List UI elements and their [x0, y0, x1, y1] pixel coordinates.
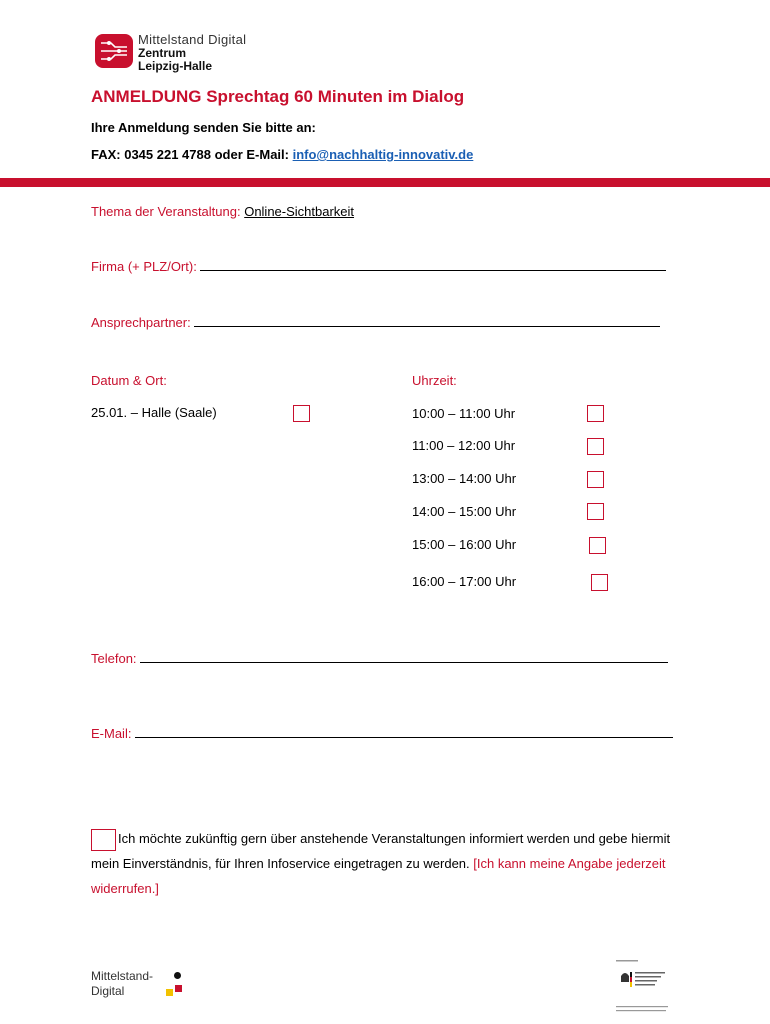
footer-logo-line2: Digital	[91, 984, 125, 998]
time-slot-label: 13:00 – 14:00 Uhr	[412, 471, 517, 486]
logo-text-line3: Leipzig-Halle	[138, 59, 213, 73]
email-label: E-Mail:	[91, 726, 136, 741]
footer-logo-dot-black	[174, 972, 181, 979]
email-row	[91, 725, 673, 741]
logo-text-line2: Zentrum	[138, 46, 186, 60]
email-link[interactable]: info@nachhaltig-innovativ.de	[292, 147, 474, 162]
telefon-row	[91, 650, 668, 666]
time-slot-checkbox[interactable]	[587, 438, 604, 455]
uhrzeit-label: Uhrzeit:	[412, 373, 457, 388]
firma-row	[91, 258, 666, 274]
subtitle: Ihre Anmeldung senden Sie bitte an:	[91, 120, 316, 135]
time-slot-checkbox[interactable]	[591, 574, 608, 591]
time-slot-label: 10:00 – 11:00 Uhr	[412, 406, 516, 421]
footer-logo-square-red	[175, 985, 182, 992]
time-slot-checkbox[interactable]	[589, 537, 606, 554]
date-option-label: 25.01. – Halle (Saale)	[91, 405, 217, 420]
ansprechpartner-row	[91, 314, 660, 330]
contact-line	[91, 147, 473, 162]
time-slot-checkbox[interactable]	[587, 405, 604, 422]
date-option-checkbox[interactable]	[293, 405, 310, 422]
page-title: ANMELDUNG Sprechtag 60 Minuten im Dialog	[91, 87, 465, 106]
footer-logo-mittelstand-digital	[91, 969, 153, 999]
thema-row	[91, 204, 354, 219]
telefon-input-line[interactable]	[140, 650, 668, 663]
time-slot-label: 15:00 – 16:00 Uhr	[412, 537, 517, 552]
logo-text-line1: Mittelstand Digital	[138, 32, 247, 47]
footer-logo-square-yellow	[166, 989, 173, 996]
contact-prefix: FAX: 0345 221 4788 oder E-Mail:	[91, 147, 293, 162]
bmwk-logo-icon	[616, 958, 674, 1016]
footer-logo-line1: Mittelstand-	[91, 969, 154, 983]
telefon-label: Telefon:	[91, 651, 141, 666]
time-slot-checkbox[interactable]	[587, 471, 604, 488]
email-input-line[interactable]	[135, 725, 673, 738]
divider-bar	[0, 178, 770, 187]
consent-text: Ich möchte zukünftig gern über anstehende Veranstaltungen informiert werden und gebe hiermit mein Einverständnis, für Ihren Infoservice eingetragen zu werden.	[91, 831, 671, 871]
ansprechpartner-label: Ansprechpartner:	[91, 315, 195, 330]
mittelstand-digital-logo-icon	[95, 34, 133, 68]
thema-label: Thema der Veranstaltung:	[91, 204, 245, 219]
datum-label: Datum & Ort:	[91, 373, 167, 388]
consent-checkbox[interactable]	[91, 829, 116, 851]
ansprechpartner-input-line[interactable]	[194, 314, 660, 327]
firma-input-line[interactable]	[200, 258, 666, 271]
time-slot-label: 14:00 – 15:00 Uhr	[412, 504, 517, 519]
time-slot-checkbox[interactable]	[587, 503, 604, 520]
thema-value: Online-Sichtbarkeit	[244, 204, 355, 219]
time-slot-label: 11:00 – 12:00 Uhr	[412, 438, 516, 453]
firma-label: Firma (+ PLZ/Ort):	[91, 259, 201, 274]
consent-note: [Ich kann meine Angabe jederzeit widerrufen.]	[91, 856, 666, 896]
consent-paragraph	[91, 826, 681, 901]
time-slot-label: 16:00 – 17:00 Uhr	[412, 574, 517, 589]
